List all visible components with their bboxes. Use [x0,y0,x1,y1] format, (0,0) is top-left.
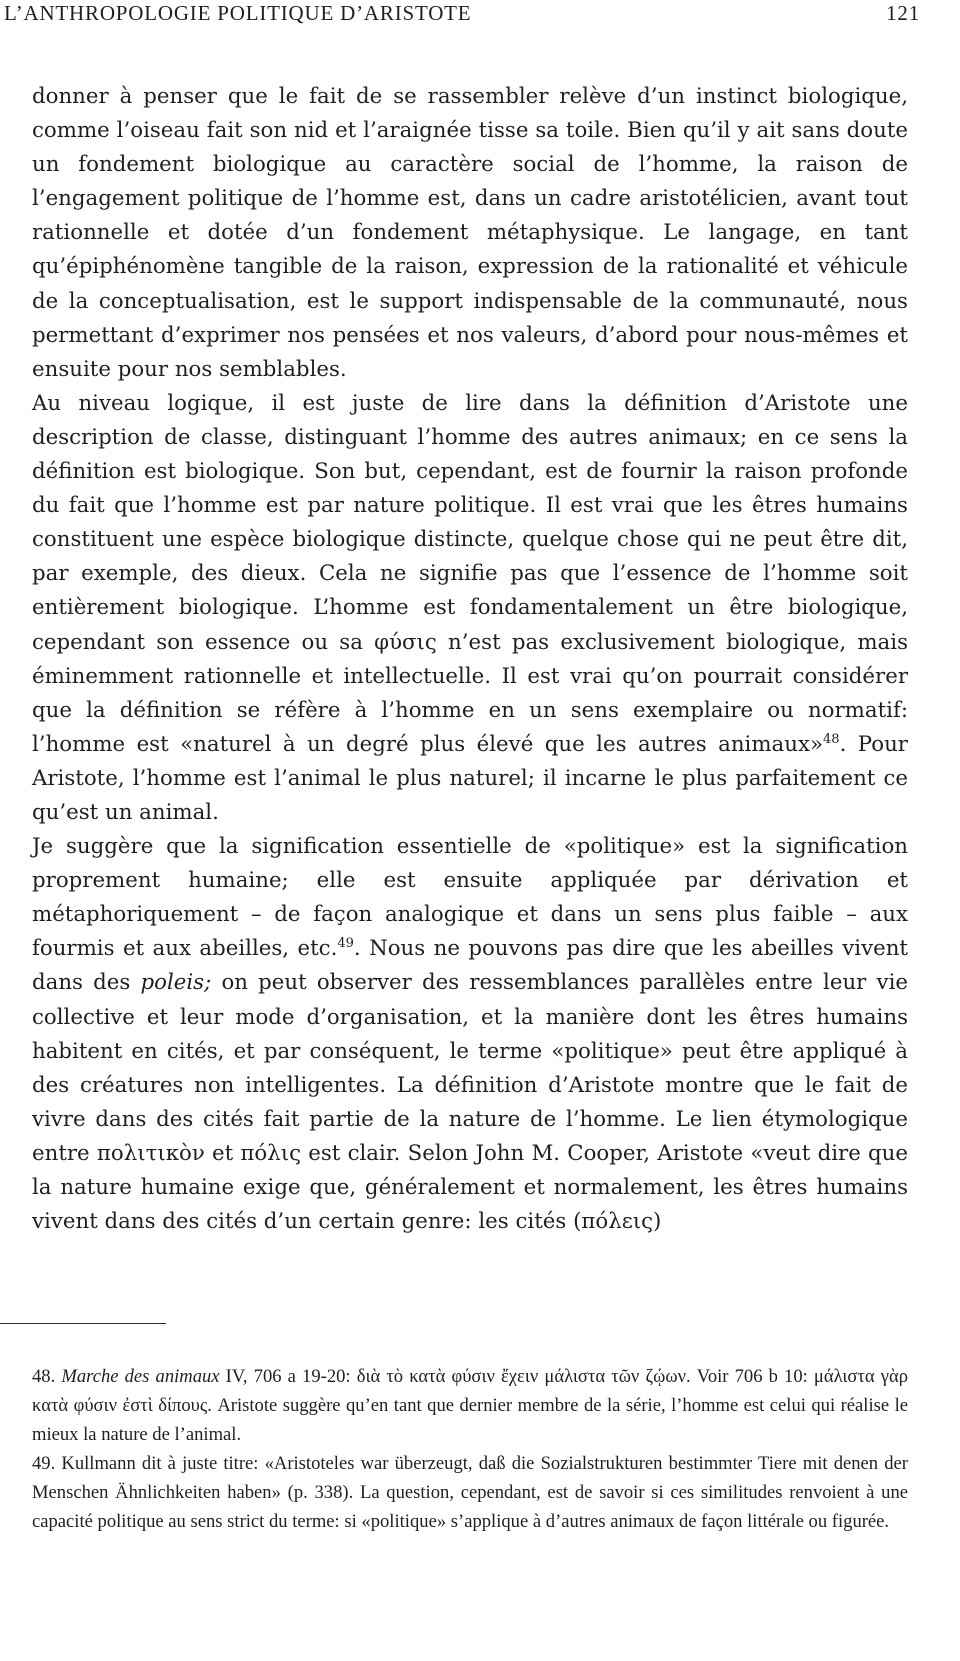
footnote-48 [32,1362,908,1449]
paragraph-3-text-b: . Nous ne pouvons pas dire que les abeilles vivent dans des [32,936,908,996]
italic-term-poleis: poleis; [140,970,212,996]
footnote-ref-49[interactable]: 49 [337,936,354,952]
footnotes [32,1362,908,1536]
paragraph-1 [32,80,908,387]
paragraph-3 [32,830,908,1239]
paragraph-3-text-c: on peut observer des ressemblances parallèles entre leur vie collective et leur mode d’organisation, et la manière dont les êtres humains habitent en cités, et par conséquent, le terme «politique» peut être appliqué à des créatures non intelligentes. La définition d’Aristote montre que le fait de vivre dans des cités fait partie de la nature de l’homme. Le lien étymologique entre πολιτικὸν et πόλις est clair. Selon John M. Cooper, Aristote «veut dire que la nature humaine exige que, généralement et normalement, les êtres humains vivent dans des cités d’un certain genre: les cités (πόλεις) [32,970,908,1235]
paragraph-2-text-b: . Pour Aristote, l’homme est l’animal le plus naturel; il incarne le plus parfaitement ce qu’est un animal. [32,731,908,825]
paragraph-3-text-a: Je suggère que la signification essentielle de «politique» est la signification proprement humaine; elle est ensuite appliquée par dérivation et métaphoriquement – de façon analogique et dans un sens plus faible – aux fourmis et aux abeilles, etc. [32,834,908,962]
footnote-49-text: Kullmann dit à juste titre: «Aristoteles war überzeugt, daß die Sozialstrukturen bestimmter Tiere mit denen der Menschen Ähnlichkeiten haben» (p. 338). La question, cependant, est de savoir si ces similitudes renvoient à une capacité politique au sens strict du terme: si «politique» s’applique à d’autres animaux de façon littérale ou figurée. [32,1453,908,1532]
footnote-48-title: Marche des animaux [61,1366,220,1387]
paragraph-2 [32,387,908,830]
running-title: L’ANTHROPOLOGIE POLITIQUE D’ARISTOTE [4,1,472,25]
footnote-48-number: 48. [32,1366,56,1387]
footnote-separator [0,1323,166,1324]
footnote-48-text: IV, 706 a 19-20: διὰ τὸ κατὰ φύσιν ἔχειν μάλιστα τῶν ζῴων. Voir 706 b 10: μάλιστα γὰρ κατὰ φύσιν ἐστὶ δίπους. Aristote suggère qu’en tant que dernier membre de la série, l’homme est celui qui réalise le mieux la nature de l’animal. [32,1366,908,1445]
running-header [4,0,920,28]
footnote-49 [32,1449,908,1536]
paragraph-2-text-a: Au niveau logique, il est juste de lire dans la définition d’Aristote une description de classe, distinguant l’homme des autres animaux; en ce sens la définition est biologique. Son but, cependant, est de fournir la raison profonde du fait que l’homme est par nature politique. Il est vrai que les êtres humains constituent une espèce biologique distincte, quelque chose qui ne peut être dit, par exemple, des dieux. Cela ne signifie pas que l’essence de l’homme soit entièrement biologique. L’homme est fondamentalement un être biologique, cependant son essence ou sa φύσις n’est pas exclusivement biologique, mais éminemment rationnelle et intellectuelle. Il est vrai qu’on pourrait considérer que la définition se réfère à l’homme en un sens exemplaire ou normatif: l’homme est «naturel à un degré plus élevé que les autres animaux» [32,390,908,757]
footnote-ref-48[interactable]: 48 [823,731,840,747]
paragraph-1-text: donner à penser que le fait de se rassembler relève d’un instinct biologique, comme l’oiseau fait son nid et l’araignée tisse sa toile. Bien qu’il y ait sans doute un fondement biologique au caractère social de l’homme, la raison de l’engagement politique de l’homme est, dans un cadre aristotélicien, avant tout rationnelle et dotée d’un fondement métaphysique. Le langage, en tant qu’épiphénomène tangible de la raison, expression de la rationalité et véhicule de la conceptualisation, est le support indispensable de la communauté, nous permettant d’exprimer nos pensées et nos valeurs, d’abord pour nous-mêmes et ensuite pour nos semblables. [32,84,908,382]
main-text [32,80,908,1239]
footnote-49-number: 49. [32,1453,56,1474]
page-number: 121 [886,1,920,25]
